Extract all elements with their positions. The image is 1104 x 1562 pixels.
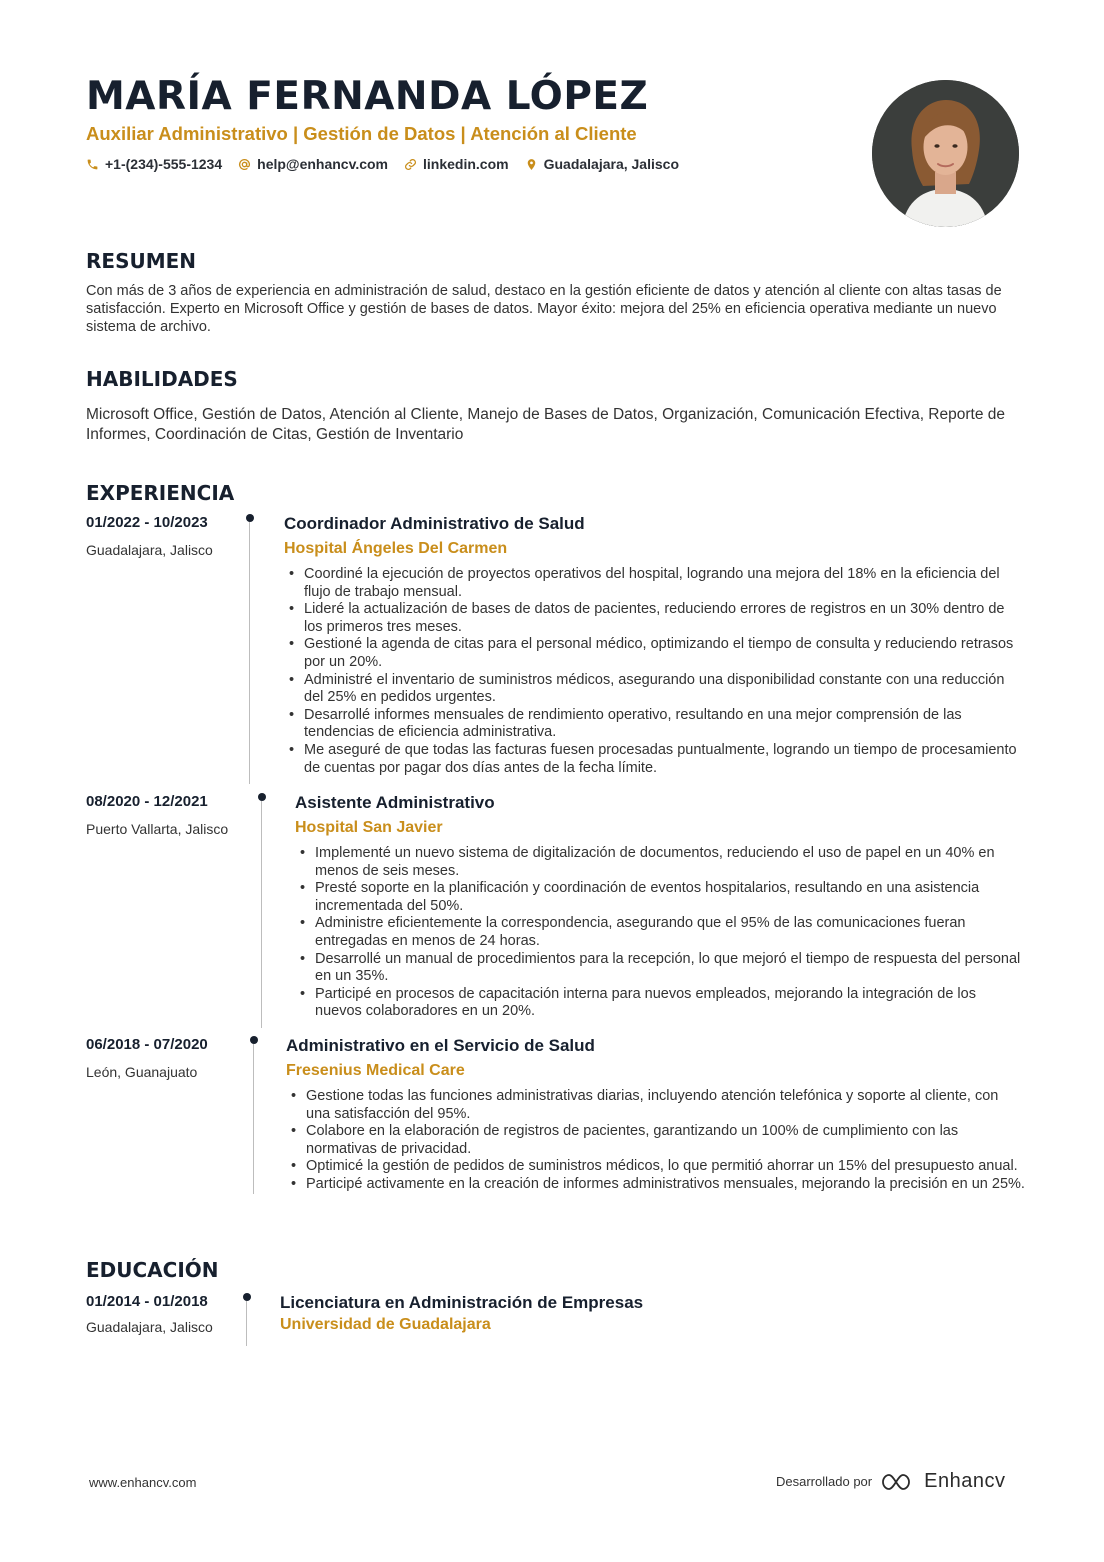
timeline-dot [258,793,266,801]
skills-heading: HABILIDADES [86,367,238,391]
timeline-line [253,1044,254,1194]
contact-phone[interactable] [86,156,222,172]
experience-details [295,792,1026,1021]
achievement-item: • Lideré la actualización de bases de datos de pacientes, reduciendo errores de registros en un 30% dentro de los primeros tres meses. [284,601,1026,636]
achievement-item: • Administre eficientemente la correspondencia, asegurando que el 95% de las comunicaciones fueran entregadas en menos de 24 horas. [295,915,1026,950]
achievement-item: • Participé activamente en la creación de informes administrativos mensuales, mejorando la precisión en un 25%. [286,1176,1026,1194]
achievement-item: • Desarrollé un manual de procedimientos para la recepción, lo que mejoró el tiempo de respuesta del personal en un 35%. [295,951,1026,986]
timeline-dot [246,514,254,522]
job-title: Administrativo en el Servicio de Salud [286,1036,595,1055]
skills-text: Microsoft Office, Gestión de Datos, Atención al Cliente, Manejo de Bases de Datos, Organización, Comunicación Efectiva, Reporte de Informes, Coordinación de Citas, Gestión de Inventario [86,406,1005,443]
school-name: Universidad de Guadalajara [280,1316,491,1333]
enhancv-logo-icon [880,1472,916,1492]
experience-location: León, Guanajuato [86,1064,198,1080]
achievement-item: • Implementé un nuevo sistema de digitalización de documentos, reduciendo el uso de papel en un 40% en menos de seis meses. [295,845,1026,880]
summary-text: Con más de 3 años de experiencia en administración de salud, destaco en la gestión eficiente de datos y atención al cliente con altas tasas de satisfacción. Experto en Microsoft Office y gestión de bases de datos. Mayor éxito: mejora del 25% en eficiencia operativa mediante un nuevo sistema de archivo. [86,283,1002,335]
experience-dates: 01/2022 - 10/2023 [86,514,208,531]
timeline-dot [250,1036,258,1044]
experience-heading: EXPERIENCIA [86,481,235,505]
company-name: Hospital Ángeles Del Carmen [284,540,508,557]
phone-icon [86,158,99,171]
summary-section [86,248,1026,336]
skills-section [86,366,1026,445]
portrait-illustration [872,80,1019,227]
brand-name: Enhancv [924,1470,1006,1492]
timeline-line [246,1301,247,1346]
email-text: help@enhancv.com [257,156,389,172]
experience-details [286,1035,1026,1194]
degree-title: Licenciatura en Administración de Empresas [280,1293,644,1312]
profile-photo [872,80,1019,227]
education-entry [86,1292,1026,1346]
footer-website-link[interactable]: www.enhancv.com [89,1475,197,1490]
education-meta [86,1292,246,1336]
achievement-item: • Gestione todas las funciones administrativas diarias, incluyendo atención telefónica y soporte al cliente, con una satisfacción del 95%. [286,1088,1026,1123]
achievement-item: • Gestioné la agenda de citas para el personal médico, optimizando el tiempo de consulta y reduciendo retrasos por un 20%. [284,636,1026,671]
footer-branding [776,1470,1005,1493]
experience-entry [86,1035,1026,1195]
contact-email[interactable] [238,156,388,172]
experience-dates: 08/2020 - 12/2021 [86,793,208,810]
company-name: Fresenius Medical Care [286,1062,465,1079]
experience-entry [86,792,1026,1028]
job-title: Coordinador Administrativo de Salud [284,514,585,533]
job-title: Asistente Administrativo [295,793,495,812]
experience-meta [86,792,246,838]
contact-bar [86,156,846,172]
experience-details [284,513,1026,777]
experience-location: Guadalajara, Jalisco [86,542,213,558]
education-location: Guadalajara, Jalisco [86,1319,213,1335]
resume-header [86,74,846,172]
achievement-item: • Colabore en la elaboración de registros de pacientes, garantizando un 100% de cumplimiento con las normativas de privacidad. [286,1123,1026,1158]
achievement-item: • Administré el inventario de suministros médicos, asegurando una disponibilidad constante con una reducción del 25% en pedidos urgentes. [284,672,1026,707]
timeline-line [261,801,262,1028]
achievement-list [295,845,1026,1021]
education-heading: EDUCACIÓN [86,1258,219,1282]
powered-by-label: Desarrollado por [776,1474,873,1489]
phone-text: +1-(234)-555-1234 [105,156,223,172]
timeline-dot [243,1293,251,1301]
achievement-item: • Me aseguré de que todas las facturas fuesen procesadas puntualmente, logrando un tiempo de procesamiento de cuentas por pagar dos días antes de la fecha límite. [284,742,1026,777]
location-text: Guadalajara, Jalisco [543,156,679,172]
candidate-headline: Auxiliar Administrativo | Gestión de Datos | Atención al Cliente [86,123,637,144]
achievement-item: • Desarrollé informes mensuales de rendimiento operativo, resultando en una mejor comprensión de las tendencias de eficiencia administrativa. [284,707,1026,742]
experience-dates: 06/2018 - 07/2020 [86,1036,208,1053]
achievement-list [286,1088,1026,1194]
experience-meta [86,513,246,559]
education-details [280,1292,1026,1336]
experience-entry [86,513,1026,785]
experience-location: Puerto Vallarta, Jalisco [86,821,229,837]
linkedin-text: linkedin.com [423,156,509,172]
location-pin-icon [525,158,538,171]
achievement-item: • Presté soporte en la planificación y coordinación de eventos hospitalarios, resultando en una asistencia incrementada del 50%. [295,880,1026,915]
achievement-item: • Optimicé la gestión de pedidos de suministros médicos, lo que permitió ahorrar un 15% del presupuesto anual. [286,1158,1026,1176]
timeline-line [249,522,250,784]
company-name: Hospital San Javier [295,819,443,836]
summary-heading: RESUMEN [86,249,197,273]
experience-meta [86,1035,246,1081]
candidate-name: MARÍA FERNANDA LÓPEZ [86,74,649,119]
at-icon [238,158,251,171]
link-icon [404,158,417,171]
education-dates: 01/2014 - 01/2018 [86,1293,208,1310]
achievement-item: • Coordiné la ejecución de proyectos operativos del hospital, logrando una mejora del 18% en la eficiencia del flujo de trabajo mensual. [284,566,1026,601]
achievement-item: • Participé en procesos de capacitación interna para nuevos empleados, mejorando la integración de los nuevos colaboradores en un 20%. [295,986,1026,1021]
contact-linkedin[interactable] [404,156,509,172]
contact-location [525,156,679,172]
achievement-list [284,566,1026,777]
